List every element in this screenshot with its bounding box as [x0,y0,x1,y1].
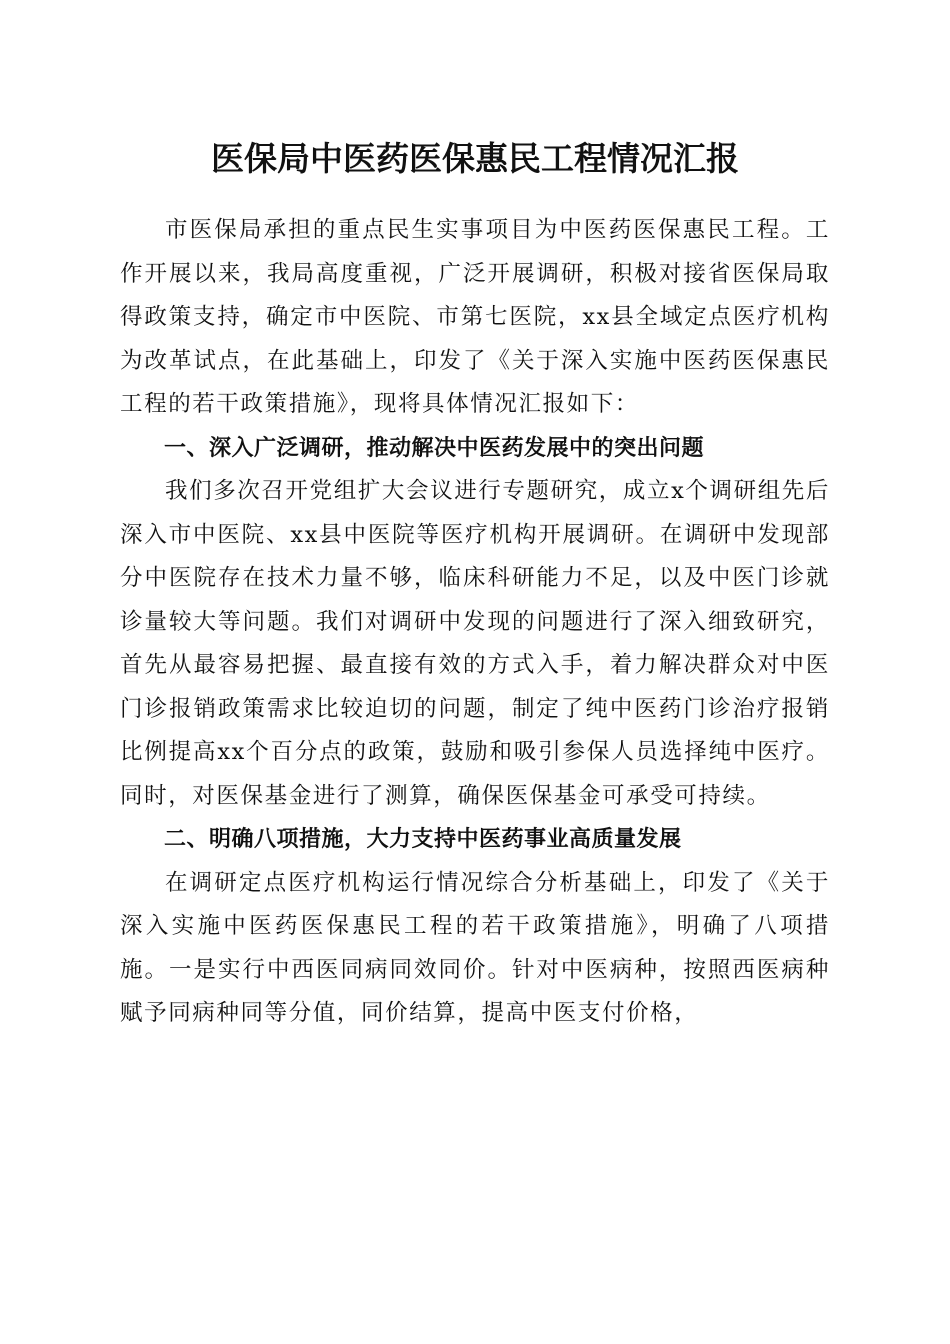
document-page [120,135,830,1036]
section-2-body: 在调研定点医疗机构运行情况综合分析基础上，印发了《关于深入实施中医药医保惠民工程的若干政策措施》，明确了八项措施。一是实行中西医同病同效同价。针对中医病种，按照西医病种赋予同病种同等分值，同价结算，提高中医支付价格， [120,869,830,1026]
intro-paragraph: 市医保局承担的重点民生实事项目为中医药医保惠民工程。工作开展以来，我局高度重视，广泛开展调研，积极对接省医保局取得政策支持，确定市中医院、市第七医院，xx县全域定点医疗机构为改革试点，在此基础上，印发了《关于深入实施中医药医保惠民工程的若干政策措施》，现将具体情况汇报如下： [120,217,830,417]
document-title: 医保局中医药医保惠民工程情况汇报 [211,139,739,178]
section-1-body: 我们多次召开党组扩大会议进行专题研究，成立x个调研组先后深入市中医院、xx县中医院等医疗机构开展调研。在调研中发现部分中医院存在技术力量不够，临床科研能力不足，以及中医门诊就诊量较大等问题。我们对调研中发现的问题进行了深入细致研究，首先从最容易把握、最直接有效的方式入手，着力解决群众对中医门诊报销政策需求比较迫切的问题，制定了纯中医药门诊治疗报销比例提高xx个百分点的政策，鼓励和吸引参保人员选择纯中医疗。同时，对医保基金进行了测算，确保医保基金可承受可持续。 [120,478,830,809]
section-1-heading: 一、深入广泛调研，推动解决中医药发展中的突出问题 [164,435,705,461]
section-2-heading: 二、明确八项措施，大力支持中医药事业高质量发展 [164,827,682,852]
